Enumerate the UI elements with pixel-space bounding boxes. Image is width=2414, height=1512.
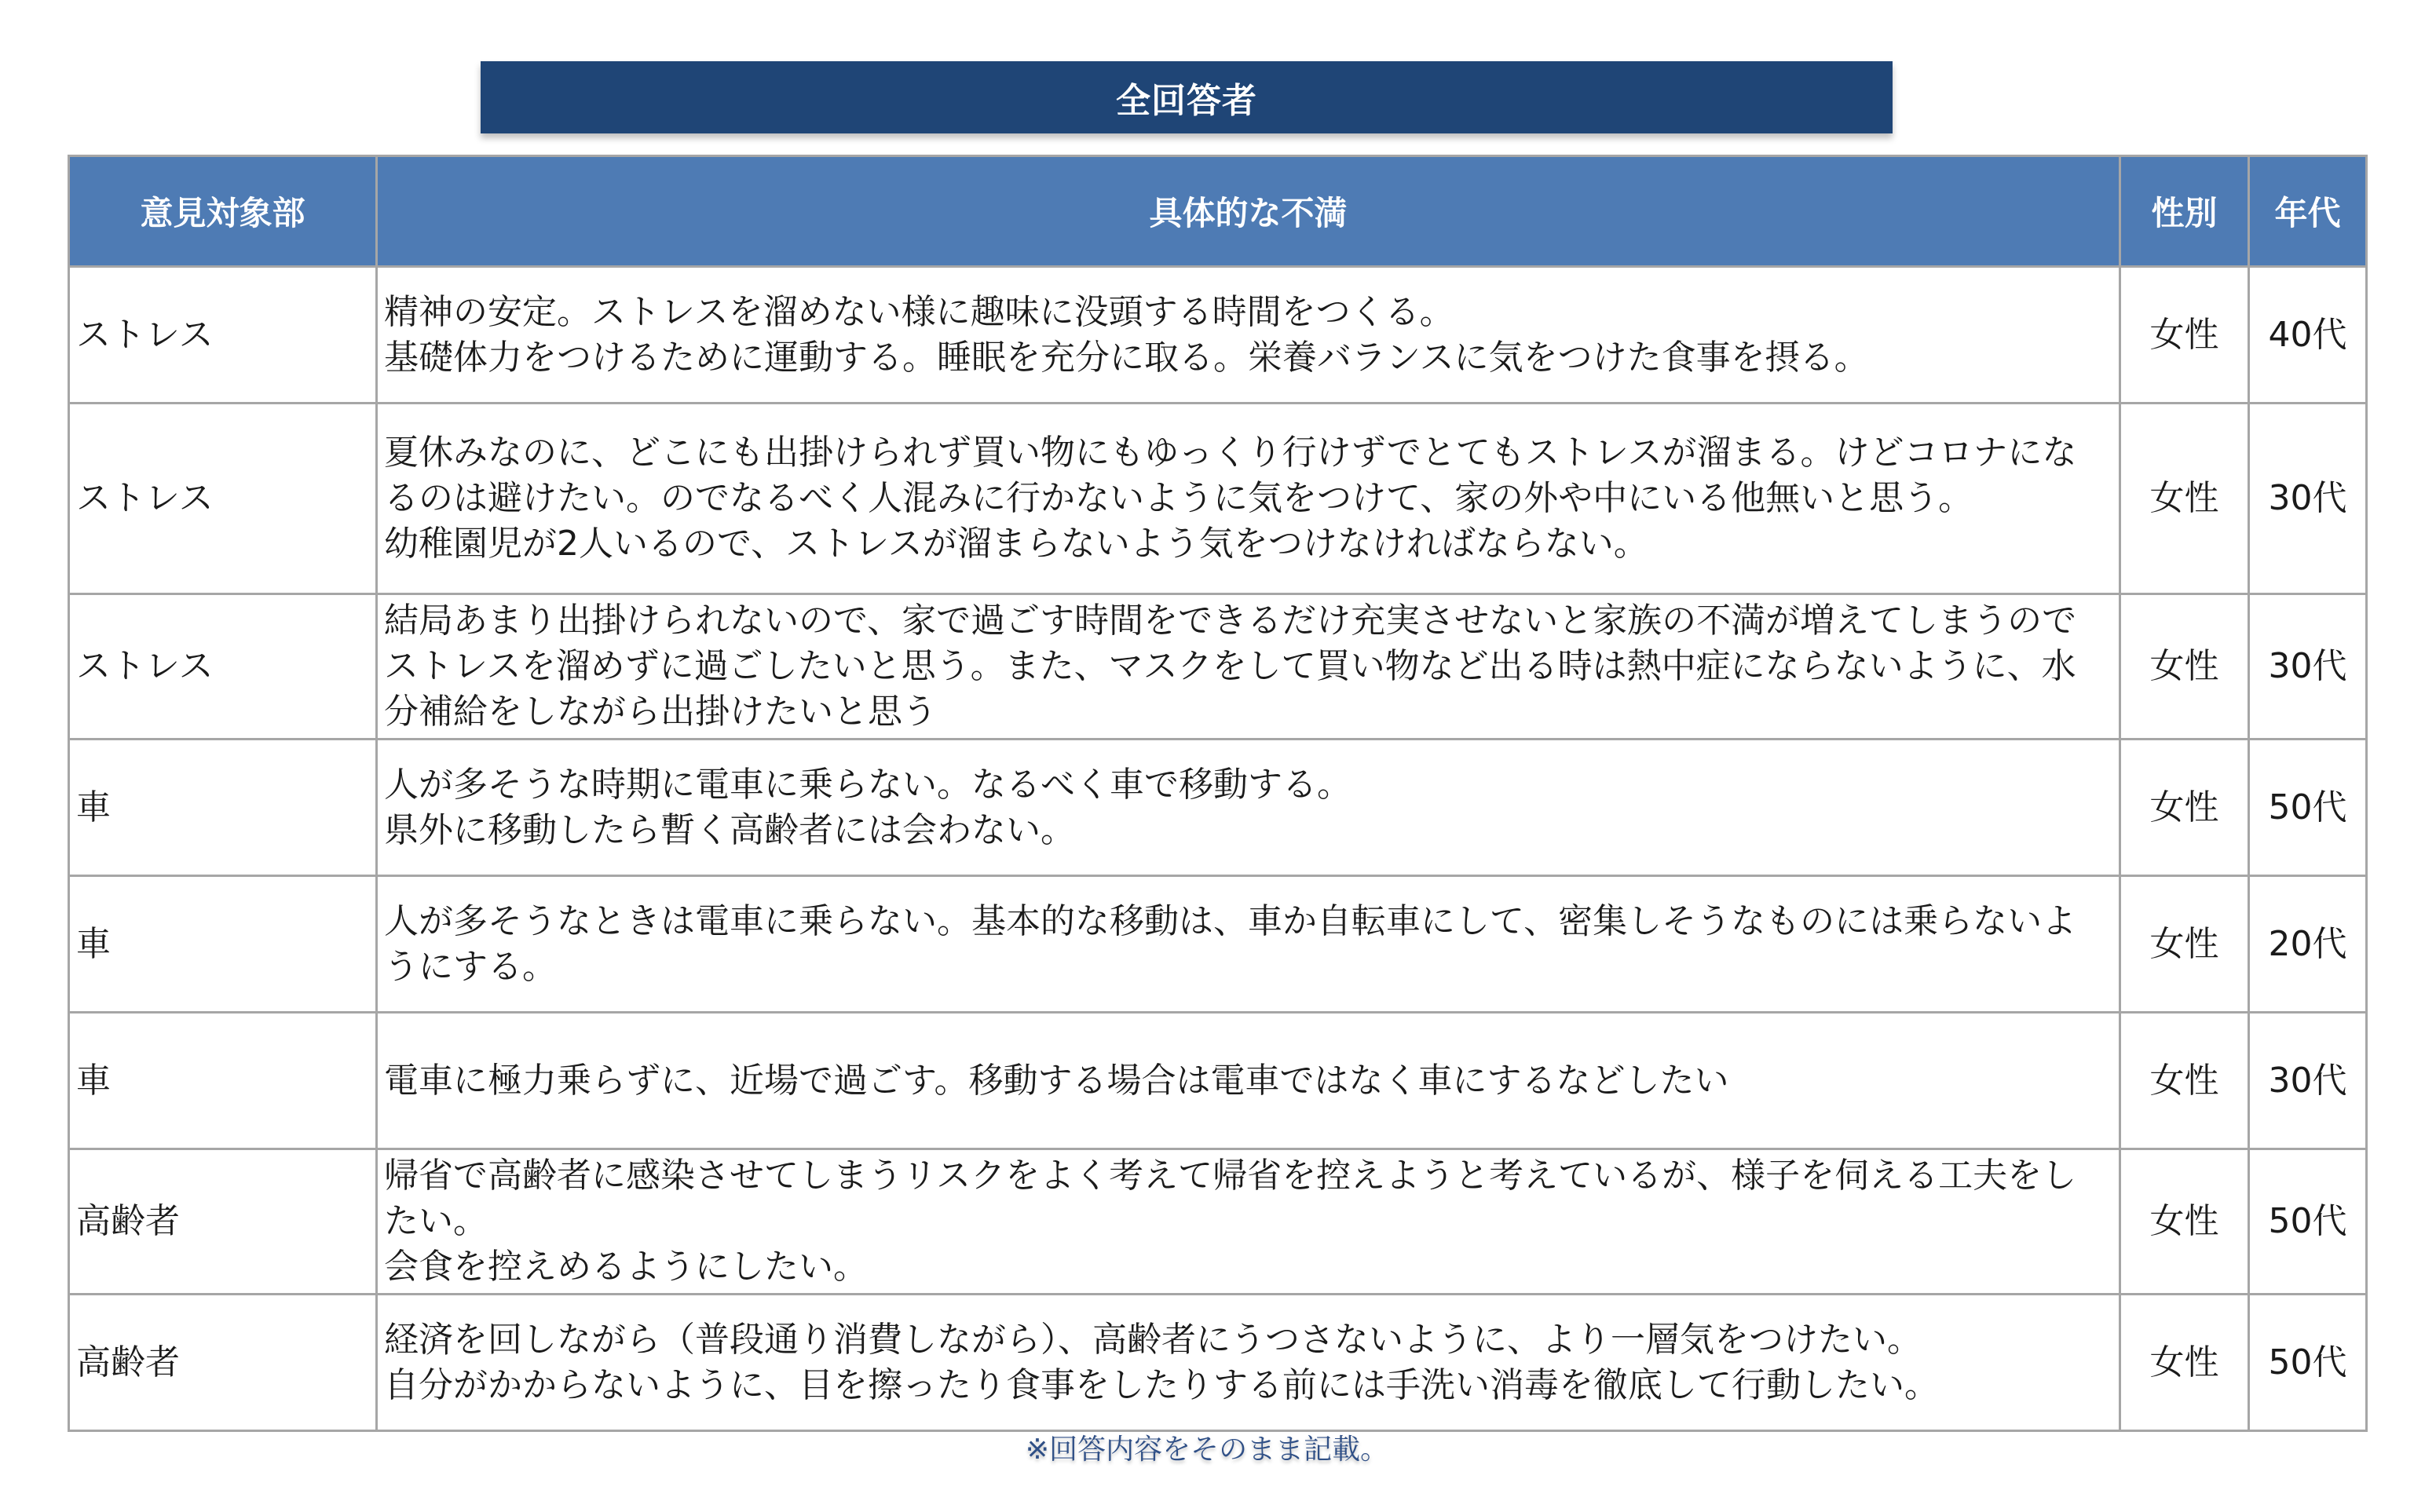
footnote: ※回答内容をそのまま記載。 [1025,1433,1389,1466]
detail-text: 夏休みなのに、どこにも出掛けられず買い物にもゆっくり行けずでとてもストレスが溜まる。けどコロナになるのは避けたい。のでなるべく人混みに行かないように気をつけて、家の外や中にいる他無いと思う。 幼稚園児が2人いるので、ストレスが溜まらないよう気をつけなければならない。 [384,433,2077,564]
table-row [69,1295,2367,1431]
header-gender: 性別 [2120,156,2249,267]
detail-text: 経済を回しながら（普段通り消費しながら）、高齢者にうつさないように、より一層気をつけたい。 自分がかからないように、目を擦ったり食事をしたりする前には手洗い消毒を徹底して行動したい。 [384,1319,1939,1405]
header-age: 年代 [2249,156,2367,267]
detail-text: 人が多そうなときは電車に乗らない。基本的な移動は、車か自転車にして、密集しそうなものには乗らないようにする。 [384,900,2077,987]
cell-target: 高齢者 [69,1295,377,1431]
banner-title: 全回答者 [1116,81,1257,121]
cell-target: 車 [69,740,377,876]
cell-detail [377,594,2120,740]
cell-gender: 女性 [2120,404,2249,594]
table-row [69,594,2367,740]
table-row [69,404,2367,594]
cell-target: 車 [69,1013,377,1149]
detail-text: 人が多そうな時期に電車に乗らない。なるべく車で移動する。 県外に移動したら暫く高齢者には会わない。 [384,764,1351,850]
detail-text: 精神の安定。ストレスを溜めない様に趣味に没頭する時間をつくる。 基礎体力をつけるために運動する。睡眠を充分に取る。栄養バランスに気をつけた食事を摂る。 [384,291,1869,378]
cell-target: ストレス [69,404,377,594]
cell-age: 50代 [2249,740,2367,876]
detail-text: 結局あまり出掛けられないので、家で過ごす時間をできるだけ充実させないと家族の不満が増えてしまうのでストレスを溜めずに過ごしたいと思う。また、マスクをして買い物など出る時は熱中症にならないように、水分補給をしながら出掛けたいと思う [384,601,2077,732]
cell-gender: 女性 [2120,740,2249,876]
cell-detail [377,404,2120,594]
cell-gender: 女性 [2120,876,2249,1013]
table-row [69,740,2367,876]
cell-age: 20代 [2249,876,2367,1013]
cell-age: 40代 [2249,267,2367,404]
cell-gender: 女性 [2120,267,2249,404]
cell-gender: 女性 [2120,594,2249,740]
table-header-row [69,156,2367,267]
cell-age: 30代 [2249,594,2367,740]
cell-target: 車 [69,876,377,1013]
cell-detail [377,1295,2120,1431]
cell-target: 高齢者 [69,1149,377,1295]
header-target: 意見対象部 [69,156,377,267]
table-row [69,876,2367,1013]
cell-gender: 女性 [2120,1013,2249,1149]
cell-detail [377,267,2120,404]
table-row [69,1013,2367,1149]
opinion-table [68,155,2368,1432]
detail-text: 電車に極力乗らずに、近場で過ごす。移動する場合は電車ではなく車にするなどしたい [384,1060,1729,1101]
cell-detail [377,740,2120,876]
cell-age: 30代 [2249,1013,2367,1149]
cell-gender: 女性 [2120,1149,2249,1295]
cell-age: 50代 [2249,1149,2367,1295]
table-row [69,1149,2367,1295]
detail-text: 帰省で高齢者に感染させてしまうリスクをよく考えて帰省を控えようと考えているが、様子を伺える工夫をしたい。 会食を控えめるようにしたい。 [384,1156,2077,1287]
header-detail: 具体的な不満 [377,156,2120,267]
cell-age: 30代 [2249,404,2367,594]
cell-gender: 女性 [2120,1295,2249,1431]
cell-detail [377,876,2120,1013]
section-banner [481,61,1893,133]
cell-detail [377,1013,2120,1149]
table-row [69,267,2367,404]
cell-target: ストレス [69,594,377,740]
cell-age: 50代 [2249,1295,2367,1431]
cell-target: ストレス [69,267,377,404]
cell-detail [377,1149,2120,1295]
